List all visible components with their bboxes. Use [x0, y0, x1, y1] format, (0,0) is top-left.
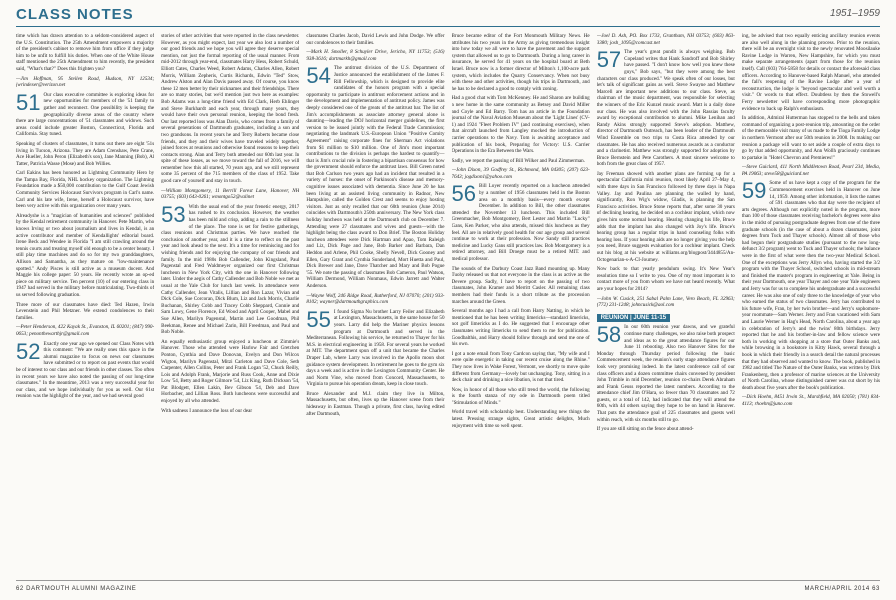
class-note-paragraph	[597, 49, 735, 168]
correspondent-signature	[161, 188, 299, 201]
class-note-paragraph	[742, 115, 880, 161]
page-header	[0, 0, 896, 28]
class-note-paragraph	[452, 387, 590, 407]
class-note-paragraph	[597, 426, 735, 433]
paragraph-text: Alreadyshe is a "magician of humanities and sciences" published by the Kendal retirement community in Hanover. Pete Martin, who knows Irving or two about journalism and lives in Kendal, is an active contributor and member of Kendallights' editorial board. Irene Beck and Wendee in Florida "I am still crawling around the tennis courts and treating myself old enough to be a center beauty. I still play time machines and do so for my two granddaughters, Allison and Samantha, as they mature on "low-maintenance spotted." Andy Pisces is still active as a museum docent. And Maggie his college paper: 50 years. He recently wrote an op-ed piece on military service. Ten percent (10) of our entering class in 1947 had served in the military before matriculating. Two-thirds of us served following graduation.	[16, 212, 155, 298]
paragraph-text: I found Sigma Nu brother Larry Feiler and Elizabeth at Lexington, Massachusetts, in the same house for 50 years. Larry did help the Mariner physics lessons program at Dartmouth and served in the Mediterranean. Following his service, he returned to Thayer for his M.S. in electrical engineering in 1958. For several years he worked at MIT. The department spun off a unit that became the Charles Draper Lab, where Larry was involved in the Apollo moon shot guidance system development. In retirement he goes to the gym six days a week and is active in the Lexington Community Center. He and Norm Vine, who moved from Concord, Massachusetts, to Virginia to pursue his operation dream, keep in close touch.	[306, 308, 445, 388]
class-note-paragraph	[452, 183, 590, 262]
paragraph-text: —Joel D. Ash, PO. Box 1733, Grantham, NH 03753; (603) 863-3380; josh_1095@comcast.net	[596, 33, 735, 46]
paragraph-text: Had a good chat with Tom McKenney. He and Sharon are building a new home in the same community as Betsey and David Miller and Coyle and Ed Barry. Tom has an article in the Foundation journal of the Naval Aviation Museum about the 'Light Lines' (CV-1) and 1924 "Fleet Problem IV" (and continuing exercises), when that aircraft launched from Langley mocked the introduction of carrier operations to the Navy. Tom is awaiting acceptance and publication of his book, Preparing for Victory: U.S. Carrier Operations in the Era Between the Wars.	[451, 95, 590, 155]
class-note-paragraph	[161, 33, 299, 185]
correspondent-signature	[306, 49, 444, 62]
paragraph-text: An equally enthusiastic group enjoyed a luncheon at Zimmie's Hanover. Those who attended were Harlow Fair and Gretchen Ponton, Cynthia and Dave Donovan, Evelyn and Don Wilcox Wigton, Marilyn Pagenstal, Mitzi Carleton and Dave Cole, Seth Carpenter, Allen Collins, Peter and Frank Logan '52, Chuck Reilly, Lois and Adolph Frank, Marjorie and Russ Cook, Anne and Dixie Low '54, Betty and Roger Gilmore '54, Liz King, Ruth Dickson '54, Pat Blodgett, Ellen Lakin, Bev Gibson '54, Deb and Dave Horbacher, and Lillian Ross. Both luncheons were successful and enjoyed by all who attended.	[161, 338, 300, 405]
class-note-paragraph	[597, 171, 735, 263]
paragraph-text: —Steve Guiclard, 411 North Middletown Road, Pearl 234, Media, PA 19063; steve58@guiclard.net	[741, 164, 881, 177]
correspondent-signature	[597, 33, 735, 46]
class-note-paragraph	[597, 266, 735, 292]
paragraph-text: The antitrust division of the U.S. Department of Justice announced the establishment of the James F. Rill Fellowship, which is designed to provide elite candidates of the honors program with a special opportunity to participate in antitrust enforcement actions and in the development and implementation of antitrust policy. James was deeply considered one of the greats of the antitrust bar. The list of Jim's accomplishments as associate attorney general alone is daunting—leading the DOJ horizontal merger guidelines, the first version to be issued jointly with the Federal Trade Commission; negotiating the landmark U.S.-European Union "Positive Comity Agreement" raising corporate fines for Sherman Act violations from $1 million to $10 million. One of Jim's most important contributions to the division is perhaps the hardest to quantify—that is Jim's crucial role in fostering a bipartisan consensus for how the government should enforce the antitrust laws. Bill Green noted that Bob Carlson two years ago had an incident that resulted in a variety of horses: the onset of Parkinson's disease and memory-cognitive issues associated with dementia. Since June 20 he has been living at an assisted living community in Radnor, New Hampshire, called the Golden Crest and seems to enjoy hosting visitors. Just as only recalled that our 60th reunion (June 2014) coincides with Dartmouth's 250th anniversary. The New York class holiday luncheon was held at the Dartmouth club on December 7. Attending were 27 classmates and wives and guests—with the highlight being the class award to Don Brief. The Boston Holiday luncheon attendees were Dick Hartman and Apao, Tom Raleigh and Liz, Dick Page and Jane, Bob Barker and Barbara, Dan Heddon and Arlene, Phil Cooke, Shelly Nevell, Dick Gooney and Ellen, Gary Grant and Cynthia Sunderland, Mort Huetta and Paul, Dick Brewer and Jane, Dave Thatcher and Mary and Bob Pogue '55. We note the passing of classmates Bob Cameron, Paul Watson, William Dermond, William Nonmaus, Edwin Jarrett and Walter Anderson.	[306, 65, 445, 289]
paragraph-text: In our 60th reunion year dawns, and we grateful continue many challenges, we also raise both prospect and ideas as to the great attendance figures for our June 11 rebooting. Also two Hanover Sites for the Monday through Thursday period following the basic Commencement week, the reunion's early stage attendance figures look very promising indeed. In the latest conference call of our class officers and a dozen committee chairs convened by president John Trimble in mid December, reunion co-chairs Derek Abraham and Frank Geuss reported the latest numbers. According to the attendance chief Jim O'Hara, so fewer than 70 classmates and 72 guests, or a total of 142, had indicated that they will attend the 60th, with 44 others saying they hope to be on hand in Hanover. That puts the attendance goal of 225 classmates and guests well within reach, with six months still to go.	[596, 324, 735, 423]
class-year-number: 58	[596, 322, 622, 348]
column-5	[597, 33, 735, 577]
paragraph-text: Three more of our classmates have died: Ted Hazen, Irwin Levenstein and Phil Metzner. We extend condolences to their families.	[16, 301, 155, 321]
column-1	[16, 33, 154, 577]
correspondent-signature	[16, 76, 154, 89]
column-4	[452, 33, 590, 577]
paragraph-text: In addition, Admiral Hutterman has stopped to the bells and taken command of organizing a post-reunion trip, amounting on the order of the memorable visit many of us made to the Tioga Family Lodge in northern Vermont after our 50th reunion in 2008. Its making our reunion a package will want to set aside a couple of extra days to go by that added opportunity, and Ann Wollh graciously continues to partake in "Hotel Chevron and Premieres!"	[741, 115, 881, 161]
class-note-paragraph	[452, 351, 590, 384]
class-note-paragraph	[306, 391, 444, 417]
paragraph-text: Exactly one year ago we opened our Class Notes with this comment: "We are really ones this space in the alumni magazine to focus on news our classmates have submitted or to report on past events that would be of interest to our class and our friends in other classes. Too often in recent years we have also noted the passing of our long-time classmates." In the meantime, 2013 was a very successful year for our class, and we hope individually for you as well. Our 61st reunion was the highlight of the year, and we had several good	[16, 340, 155, 400]
class-note-paragraph	[597, 324, 735, 423]
class-note-paragraph	[16, 338, 155, 400]
class-note-paragraph	[161, 339, 299, 405]
paragraph-text: Bruce became editor of the Fort Monmouth Military News. He attributes his two years in the Army as giving tremendous insight into how today we all were to have the pavement and the support system that allowed us to go to Dartmouth. During a long career in insurance, he served for 41 years on the hospital board at Beth Israel. Bruce now is a former director of Milton's 1,100-acre park system, which includes the Quarry Conservancy. When not busy with these and other activities, though his trips in Dartmouth, and he has to be declared a good to comply with zoning.	[451, 33, 590, 92]
class-note-paragraph	[161, 201, 300, 336]
class-note-paragraph	[161, 408, 299, 415]
paragraph-text: Now back to that yearly pendulum swing. It's New Year's resolution time so I write to you. One of my most important is to contact more of you from whom we have not heard recently. What are your hopes for 2014?	[596, 266, 735, 292]
class-note-paragraph	[16, 302, 154, 322]
paragraph-text: Now, in honor of all those who still trend the world, the following is the fourth stanza of my ode in Dartmouth poem titled "Stimulation of Minds."	[451, 386, 590, 406]
class-note-paragraph	[306, 65, 444, 289]
correspondent-signature	[306, 293, 444, 306]
paragraph-text: —Peter Henderson, 422 Kayak St., Evanston, IL 60201; (847) 990-0653; penonthewarthjr@gmail.com	[16, 324, 155, 337]
correspondent-signature	[16, 324, 154, 337]
paragraph-text: —William Montgomery, 11 Berrill Forest Lane, Hanover, NH 03755; (603) 643-0261; wmontgo52@valinet	[161, 187, 300, 201]
text-columns	[16, 33, 880, 577]
footer-right: MARCH/APRIL 2014 63	[804, 586, 880, 592]
correspondent-signature	[597, 296, 735, 309]
column-2	[161, 33, 299, 577]
paragraph-text: —Wayne Wolf, 246 Ridge Road, Rutherford, NJ 07070; (201) 933-8102; wayner@dartmouthgraphics.com	[306, 292, 445, 306]
paragraph-text: World travel with scholarship best. Understanding new things the latest. Pressing strange sights, Great artistic delights, Much enjoyment with time so well spent.	[451, 409, 590, 429]
footer-rule	[16, 580, 880, 581]
paragraph-text: time which has drawn attention to a seldom-considered aspect of the U.S. Constitution. The 25th Amendment empowers a majority of the president's cabinet to remove him from office if they judge him to be unfit to fulfill his duties. When one of the White House staff mentioned the 25th Amendment to him recently, the president said, "What's that?" Does this frighten you?	[16, 33, 155, 72]
class-year-number: 51	[16, 89, 41, 115]
paragraph-text: Bill Loyer recently reported on a luncheon attended by a number of 1956 classmates held in the Boston area on a monthly basis—every month except December. In addition to Bill, the other classmates attended the November 13 luncheon. This included Bill Greenmacher, Bob Montgomery, Bert Lester and Martin "Lucky" Gans, Ken Parker, who also attends, missed this luncheon as they feel. All are in relatively good health for our age group and several continue to work at their profession. Now Sandy still practices medicine and Lucky Gans still practices law. Bob Montgomery is a retired attorney, and Bill Droege must be a retired MIT. and medical professor.	[451, 183, 590, 262]
class-note-paragraph	[452, 33, 590, 92]
class-year-number: 54	[306, 63, 331, 89]
column-3	[306, 33, 444, 577]
class-note-paragraph	[306, 306, 445, 388]
paragraph-text: —John Dixon, 39 Godfrey St., Richmond, MA 04305; (207) 623-7643; jogdixon1@yahoo.com	[451, 167, 590, 180]
paragraph-text: Bruce Alexander and M.J. claim they live in Milton, Massachusetts, but often, lives up the Hanover scene from their hideaway in Eastman. Though a private, first class, having edited after Dartmouth,	[306, 390, 445, 417]
paragraph-text: With the usual end of the year frenetic energy, 2017 has rushed to its conclusion. However, the weather has been mild and crisp, adding a rain to the stillness of the place. The tone is set for festive gatherings, class reunions and Christmas parties. We have reached the conclusion of another year, and it is a time to reflect on the past year and look ahead to the next. It's a time for reminiscing and for wishing friends and for enjoying the company of our friends and family. In the mid 1980s Bob Callender, John Kingsland, Paul Pagenstal and Fred Waldmeyer organized our first Christmas luncheon in New York City, with the one in Hanover following later. Under the aegis of Cathy Callender and Bob Noble we met as usual at the Yale Club for lunch last week. In attendance were Cathy Callender, Jean Vitalis, Lillian and Ron Lazar, Vivian and Dick Cole, Sue Corcoran, Dick Blum, Liz and Jack Morris, Charlie Buchanan, Shirley Cobb and Tracey Cobb Sheppard, Connie and Sam Lowy, Gene Florence, Ed Wood and April Cooper, Mabel and Sue Allen, Marilyn Pagenstal, Martin and Lee Goodman, Phil Beekman, Renee and Michael Zarin, Bill Freedman, and Paul and Bob Noble.	[161, 203, 300, 336]
paragraph-text: With sadness I announce the loss of our dear	[161, 407, 253, 414]
class-note-paragraph	[452, 95, 590, 154]
class-year-number: 52	[16, 338, 41, 364]
class-year-number: 55	[306, 306, 331, 332]
class-year-number: 56	[451, 181, 476, 207]
class-note-paragraph	[16, 213, 154, 299]
paragraph-text: ing, be advised that two equally enticing ancillary reunion events are also well along in the planning process. Prior to the reunion, there will be an overnight visit to the newly renovated Moosilauke Ravine Lodge in Warren, New Hampshire, for which you must make separate arrangements (apart from those for the reunion itself). Call (603) 764-5858 for details or contact the aforesaid class officers. According to Hanover-based Ralph Manuel, who attended the fall's reopening of the Ravine Lodge after a year of reconstruction, the lodge is "beyond spectacular and well worth a visit." Or words to that effect. Doubtless by then the Stowell's Ferry newsletter will have corresponding more photographic evidence to back up Ralph's enthusiasm.	[741, 33, 881, 112]
column-6	[742, 33, 880, 577]
paragraph-text: —Dick Hoehn, 8451 Irwin St., Marshfield, MA 02050; (781) 834-4113; rhoehn@juno.com	[741, 394, 881, 408]
class-note-paragraph	[452, 308, 590, 348]
class-year-number: 57	[596, 47, 622, 73]
paragraph-text: I got a note email from Tony Cardcon saying that, "My wife and I were quite energetic in taking our recent cruise along the Rhine." They now lives in Wake Forest, Vermont, we shortly to move quite different from Germany—lovely but unchanging. Tony, sitting in a deck chair and drinking a nice libation, is not that tired.	[451, 350, 590, 384]
paragraph-text: Several months ago I had a call from Harry Natting, in which he mentioned that he has been writing limericks—standard limericks, not golf limericks as I do. He suggested that I encourage other classmates writing limericks to send them to me for publication. Goodbalthis, and Harry should follow through and send me one of his own.	[451, 308, 590, 348]
paragraph-text: The year's great pundit is always weighing. Bob Copeland writes that Hank Sandroff and Bob Shirley have passed. "I don't know how well you knew these guys," Bob says, "but they were among the best characters our class produced." We speak often of our losses, but let's talk of significant gains as well. Steve Swayne and Matthew Marcell are important new additions to our class. Steve, as chairman of the music department, was responsible for selecting the winners of the Eric Kunzel music award. Matt is a daily done our class. He was also involved with the John Rassias faculty award by exceptional contribution to alumni. Mike Lenihan and Randy Akins strongly supported Steve's adoption. Matthew, director of Dartmouth Outreach, has been leader of the Dartmouth Wind Ensemble on two trips to Costa Rica attended by our classmates. He has also received numerous awards as a conductor and a clarinetist. Matthew was strongly supported for adoption by Bruce Bernstein and Pete Carothers. A most sincere welcome to both from the great class of 1957.	[596, 49, 735, 168]
paragraph-text: The sounds of the Darbury Coast Jazz Band mounting up. Many Tuohy released us that not everyone in the class is as active as the Devere group. Sadly, I have to report on the passing of two classmates, John Kramer and Merritt Casler. All remaining class members had their funds is a short tribute as the procession marches around the Green.	[451, 265, 590, 305]
header-rule	[16, 26, 880, 27]
reunion-badge: REUNION | JUNE 11-15	[597, 314, 670, 323]
class-year-number: 53	[161, 201, 186, 227]
class-note-paragraph	[742, 180, 880, 391]
correspondent-signature	[452, 167, 590, 180]
class-note-paragraph	[306, 33, 444, 46]
class-note-paragraph	[16, 170, 154, 210]
paragraph-text: —Mark H. Smoller, 8 Schuyler Drive, Jericho, NY 11753; (516) 938-3616; dartmarkh@gmail.com	[306, 49, 445, 62]
year-range: 1951–1959	[829, 8, 880, 19]
class-note-paragraph	[742, 33, 880, 112]
footer-left: 62 DARTMOUTH ALUMNI MAGAZINE	[16, 586, 137, 592]
paragraph-text: Some of us have kept a copy of the program for the Commencement exercises held in Hanover on June 14, 1959. Among other information, it lists the names of 591 classmates who that day were the recipient of arts degrees. Although not explicitly noted in the program, more than 100 of those classmates receiving bachelor's degrees were also in the midst of pursuing postgraduate degrees from one of the three graduate schools (in the case of about a dozen classmates, joint degrees from Tuck and Thayer schools). Almost all of those who had begun their postgraduate studies (pursuant to the now long-defunct 3/2 program) went to Tuck and Thayer schools; the balance were in the first of what were then the two-year Medical School. One of the exceptions was Jerry Allyn who, having started the 3/2 program with the Thayer School, switched schools in mid-stream and finished the master's program in engineering at Yale. Being in their year Dartmouth, one year Thayer and one year Yale engineers and Jerry was for us to complete his undergraduate and a successful career. He was also one of only three to the knowledge of year who who earned the status of two classmates. Jerry has contributed to his future wife, Fran, by her twin brother—and Jerry's sophomore-year roommate—Sam Werner. Jerry and Fran vacationed with Sam and Laurie Werner in Hag's Head, North Carolina, about a year ago in celebration of Jerry's and the twins' 80th birthdays. Jerry reported that he and his brother-in-law and fellow science were both in working with shopping at a store that Outer Banks and, while browsing in a bookstore in Kitty Hawk, several through a book in which their friendly in a search detail the natural processes that they had observed and wanted to know. The book, published in 1982 and titled The Nature of the Outer Banks, was written by Dirk Frankenberg, then a professor of marine sciences at the University of North Carolina, whose distinguished career was cut short by his death about five years after the book's publication.	[741, 180, 881, 391]
paragraph-text: —Jim Hoffman, 95 Steilen Road, Hudson, NY 12534; jwrindexer@verizon.net	[16, 75, 155, 89]
class-note-paragraph	[452, 266, 590, 306]
section-title: CLASS NOTES	[16, 6, 134, 23]
paragraph-text: If you are still sitting on the fence about attend-	[596, 426, 694, 433]
class-year-number: 59	[741, 178, 767, 204]
paragraph-text: Carl Eakins has been honored as Lightning Community Hero by the Tampa Bay, Florida, NHL hockey organization. The Lightning Foundation made a $50,000 contribution to the Gulf Coast Jewish Community Services Holocaust Survivors program in Carl's name. Carl and his late wife, Irene, herself a Holocaust survivor, have been very active with this organization over many years.	[16, 170, 155, 210]
paragraph-text: classmates Charles Jacob, David Lewis and John Dodge. We offer our condolences to their families.	[306, 33, 445, 46]
page-footer	[0, 578, 896, 600]
paragraph-text: Jay Freeman showed with another plans are forming up for a spectacular California mini reunion, most likely April 27–May 4, with three days in San Francisco followed by three days in Napa Valley. Jay and Paulina are planning the walled by hand, significantly, Ron Wig's widow, Gladis, is planning the San Francisco activities. Bruce Stone reports that, after some 30 years of declining hearing, he decided on a cochlear implant, which now gives him some normal hearing. Hearing changing his life, Bruce adds that the implant has also changed with Joy's life. Bruce's hearing group has a regular trips in hand counseling folks with hearing loss. If your hearing aids are no longer giving you the help you need, Bruce suggests evaluation for a cochlear implant. Check out his blog at his website at williams.org/blogpost/3444855/An-Octogenarian-s-A-CI-Journey.	[596, 170, 735, 263]
paragraph-text: Our class executive committee is exploring ideas for new opportunities for members of the '51 family to gather and reconnect. One possibility is keeping the geographically diverse areas of the country where there are large concentrations of '51 classmates and widows. Such areas could include greater Boston, Connecticut, Florida and California. Stay tuned.	[16, 91, 155, 138]
class-note-paragraph	[16, 89, 155, 138]
class-note-paragraph	[452, 158, 590, 165]
paragraph-text: Speaking of clusters of classmates, it turns out there are eight '51s living in Tucson, Arizona. They are Adam Crenshaw, Pete Crane, Ace Hueller, John Peron (Elizabeth's son), Jane Manning (Bob), Al Tatter, Patricia Wasse (Mose) and Bob Willies.	[16, 140, 155, 167]
paragraph-text: —John W. Cusick, 251 Sabal Palm Lane, Vero Beach, FL 32963; (772) 231-1248; johncusick@aol.com	[596, 295, 735, 309]
class-note-paragraph	[16, 33, 154, 73]
correspondent-signature	[742, 164, 880, 177]
correspondent-signature	[742, 394, 880, 407]
paragraph-text: stories of other activities that were reported in the class newsletter. However, as you might expect, last year we also lost a number of our good friends and we hope you will agree they deserve special mention, not just the formal reporting of the usual manner. From mid-2012 through year-end, classmates Harry Hess, Robert Schuld, Elliott Cates, Charles Weed, Robert Adams, Charles Allen, Robert Morris, William Zepheris, Curtis Richards, Edwin "Ted" Stow, Andrew Alston and Alan Davis passed away. Of course, you know these 12 men better by their nicknames and their friendships. There are so many stories, but we'd mention just two here as examples: Bob Adams was a long-time friend with Ed Clark, Herb Ehlinger and Steve Burkhardt and each year, through many years, they would have their own personal reunion, keeping the bond fresh. Our last reported loss was Alan Davis, who comes from a family of several generations of Dartmouth graduates, including a son and two grandsons. In recent years he and Terry Roberts became close friends, and they and their wives have traveled widely together, joined forces at reunions and otherwise found reasons to keep their contacts strong. Alan and Terry both attended our 60th last year. In spite of these losses, as we move toward the fall of 2016, we will remember how this all started, 70 years ago, and we still represent some 35 percent of the 715 members of the class of 1952. Take good care of yourself and stay in touch.	[161, 33, 300, 185]
class-note-paragraph	[452, 409, 590, 429]
paragraph-text: Sadly, we report the passing of Bill Wilker and Paul Zimmerman.	[451, 157, 585, 164]
class-note-paragraph	[16, 141, 154, 167]
